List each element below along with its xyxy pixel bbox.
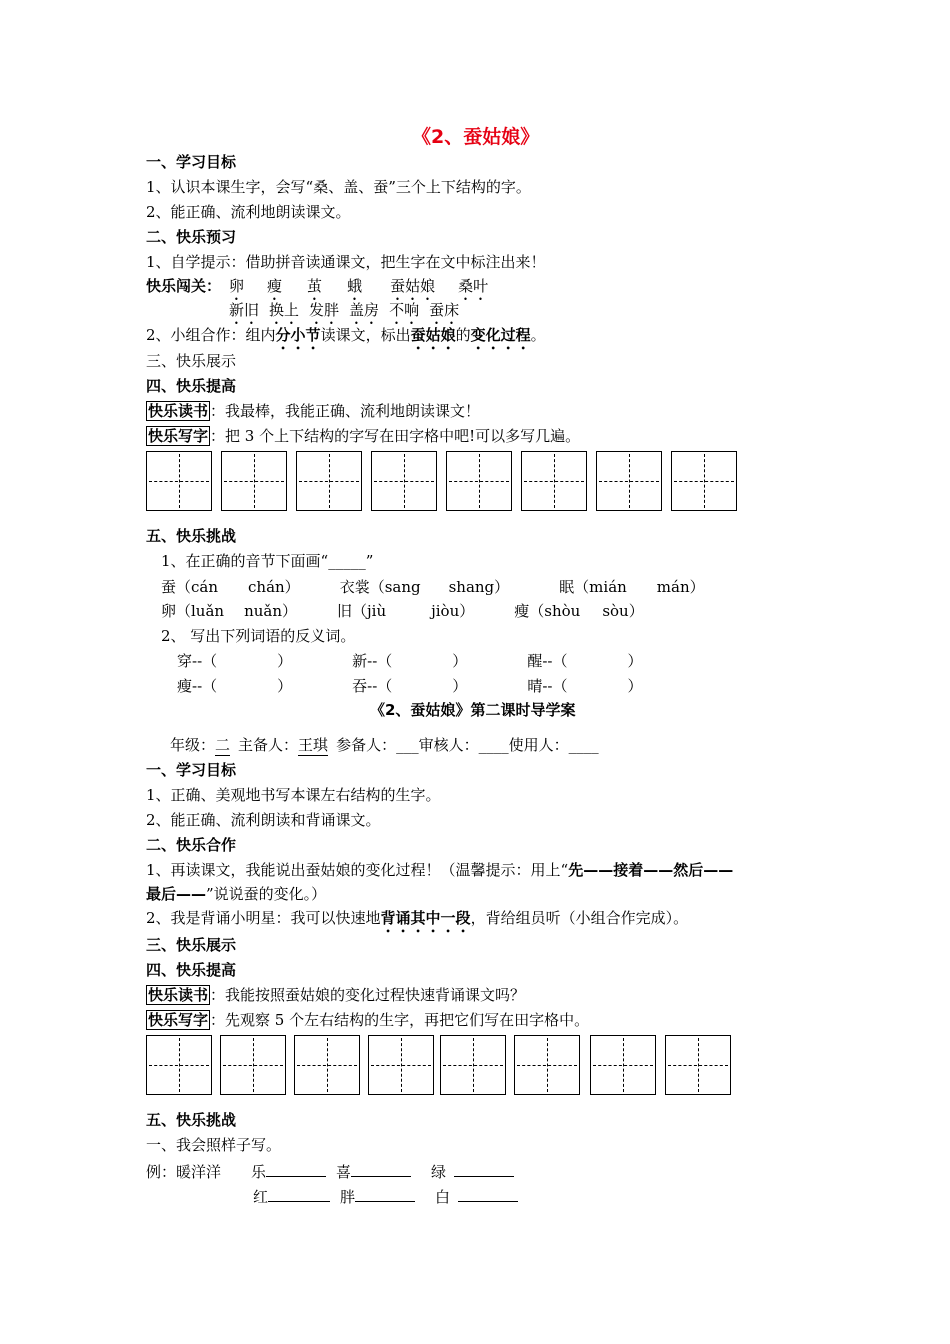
antonym-label: 穿--（ [177,652,218,670]
happy-read [146,985,525,1005]
challenge-text: ” [365,552,374,570]
happy-read-label: 快乐读书 [148,986,209,1004]
pass-word: 卵 [229,277,245,295]
meta-label: 主备人： [238,736,299,754]
antonym-blank-end: ） [452,677,468,695]
coop-emphasis: 背诵其中一段 [380,909,471,927]
preview-hint: 1、自学提示：借助拼音读通课文，把生字在文中标注出来！ [146,253,546,271]
pass-word: 蚕姑娘 [390,277,436,295]
antonym-row-1 [177,651,642,671]
tianzige-cell[interactable] [368,1035,434,1095]
tianzige-cell[interactable] [294,1035,360,1095]
group-task-emphasis: 蚕姑娘 [410,326,456,344]
section-heading-goal: 一、学习目标 [146,153,237,171]
page-title: 《2、蚕姑娘》 [412,126,540,148]
tianzige-cell[interactable] [521,451,587,511]
pinyin-option: 旧（jiù [337,602,387,620]
coop-item-1 [146,860,733,880]
happy-write-label: 快乐写字 [148,427,209,445]
exercise-intro: 一、我会照样子写。 [146,1136,282,1154]
exercise-row-2 [253,1185,518,1207]
pass-row-2 [229,300,459,328]
pass-word: 蛾 [347,277,363,295]
exercise-blank[interactable] [268,1185,330,1202]
coop-text: 2、我是背诵小明星：我可以快速地 [146,909,381,927]
challenge-text: 1、在正确的音节下面画“ [161,552,329,570]
coop-item-2 [146,908,688,936]
meta-rest: 参备人：___审核人：____使用人：____ [336,736,599,754]
exercise-blank[interactable] [351,1160,411,1177]
coop-item-1-cont [146,884,326,904]
exercise-char: 红 [253,1188,269,1206]
exercise-char: 绿 [431,1163,447,1181]
exercise-char: 喜 [336,1163,352,1181]
antonym-blank-end: ） [627,677,643,695]
antonym-label: 晴--（ [527,677,568,695]
section-heading-improve: 四、快乐提高 [146,377,237,395]
exercise-row-1 [146,1160,514,1182]
happy-write [146,426,580,446]
coop-text: ”说说蚕的变化。） [206,885,327,903]
tianzige-cell[interactable] [671,451,737,511]
goal-item-2: 2、能正确、流利地朗读课文。 [146,203,351,221]
challenge-blank: _____ [328,552,366,570]
meta-line [170,735,599,756]
pass-word: 盖房 [349,301,380,319]
antonym-blank-end: ） [452,652,468,670]
pinyin-row-1 [161,577,705,597]
group-task-emphasis: 分小节 [275,326,321,344]
exercise-char: 白 [435,1188,451,1206]
tianzige-cell[interactable] [371,451,437,511]
pinyin-option: shang） [448,578,510,596]
group-task-text: 的 [455,326,471,344]
tianzige-cell[interactable] [596,451,662,511]
pass-label: 快乐闯关： [146,277,222,295]
meta-label: 年级： [170,736,216,754]
section-heading-challenge: 五、快乐挑战 [146,527,237,545]
pinyin-option: chán） [248,578,300,596]
pass-word: 瘦 [267,277,283,295]
pinyin-option: mán） [656,578,705,596]
section-heading-improve: 四、快乐提高 [146,961,237,979]
pass-word: 桑叶 [458,277,489,295]
exercise-blank[interactable] [355,1185,415,1202]
tianzige-cell[interactable] [440,1035,506,1095]
tianzige-cell[interactable] [221,451,287,511]
tianzige-cell[interactable] [296,451,362,511]
pass-word: 新旧 [229,301,260,319]
group-task-text: 。 [530,326,546,344]
challenge-2: 2、 写出下列词语的反义词。 [161,627,356,645]
pinyin-row-2 [161,601,644,621]
goal-item-1: 1、认识本课生字，会写“桑、盖、蚕”三个上下结构的字。 [146,178,531,196]
pinyin-option: nuǎn） [244,602,297,620]
happy-write-text: ：先观察 5 个左右结构的生字，再把它们写在田字格中。 [210,1011,590,1029]
section-heading-show: 三、快乐展示 [146,936,237,954]
happy-read-text: ：我最棒，我能正确、流利地朗读课文！ [210,402,481,420]
pinyin-option: jiòu） [431,602,475,620]
section-heading-coop: 二、快乐合作 [146,836,237,854]
coop-text: ，背给组员听（小组合作完成）。 [470,909,689,927]
antonym-label: 瘦--（ [177,677,218,695]
pinyin-option: 蚕（cán [161,578,219,596]
tianzige-cell[interactable] [665,1035,731,1095]
happy-write [146,1010,589,1030]
antonym-blank-end: ） [277,652,293,670]
happy-write-text: ：把 3 个上下结构的字写在田字格中吧!可以多写几遍。 [210,427,581,445]
challenge-1 [161,551,373,571]
happy-read [146,401,480,421]
exercise-example: 例：暖洋洋 [146,1163,222,1181]
meta-prep: 王琪 [298,736,329,754]
coop-text: 1、再读课文，我能说出蚕姑娘的变化过程！（温馨提示：用上“ [146,861,569,879]
section-heading-challenge: 五、快乐挑战 [146,1111,237,1129]
group-task [146,325,546,353]
happy-read-text: ：我能按照蚕姑娘的变化过程快速背诵课文吗？ [210,986,526,1004]
group-task-text: 读课文，标出 [320,326,411,344]
exercise-blank[interactable] [458,1185,518,1202]
antonym-label: 吞--（ [352,677,393,695]
antonym-label: 醒--（ [527,652,568,670]
pass-word: 不响 [389,301,420,319]
tianzige-cell[interactable] [590,1035,656,1095]
exercise-char: 胖 [340,1188,356,1206]
antonym-blank-end: ） [627,652,643,670]
section-heading-show: 三、快乐展示 [146,352,237,370]
happy-write-label: 快乐写字 [148,1011,209,1029]
antonym-blank-end: ） [277,677,293,695]
pass-word: 蚕床 [429,301,460,319]
tianzige-cell[interactable] [146,1035,212,1095]
section-heading-preview: 二、快乐预习 [146,228,237,246]
exercise-char: 乐 [251,1163,267,1181]
pass-word: 茧 [307,277,323,295]
tianzige-cell[interactable] [446,451,512,511]
tianzige-cell[interactable] [220,1035,286,1095]
pinyin-option: sòu） [602,602,644,620]
goal-item-2: 2、能正确、流利朗读和背诵课文。 [146,811,381,829]
pinyin-option: 卵（luǎn [161,602,225,620]
pinyin-option: 眠（mián [559,578,627,596]
tianzige-cell[interactable] [146,451,212,511]
coop-emphasis: 先——接着——然后—— [568,861,734,879]
group-task-text: 2、小组合作：组内 [146,326,276,344]
section-heading-goal: 一、学习目标 [146,761,237,779]
exercise-blank[interactable] [454,1160,514,1177]
pass-word: 换上 [269,301,300,319]
happy-read-label: 快乐读书 [148,402,209,420]
antonym-label: 新--（ [352,652,393,670]
pinyin-option: 衣裳（sang [339,578,421,596]
pinyin-option: 瘦（shòu [514,602,581,620]
lesson2-title: 《2、蚕姑娘》第二课时导学案 [370,701,576,719]
group-task-emphasis: 变化过程 [470,326,531,344]
meta-grade: 二 [215,736,231,754]
goal-item-1: 1、正确、美观地书写本课左右结构的生字。 [146,786,441,804]
exercise-blank[interactable] [266,1160,326,1177]
tianzige-cell[interactable] [514,1035,580,1095]
antonym-row-2 [177,676,642,696]
coop-emphasis: 最后—— [146,885,207,903]
pass-word: 发胖 [309,301,340,319]
